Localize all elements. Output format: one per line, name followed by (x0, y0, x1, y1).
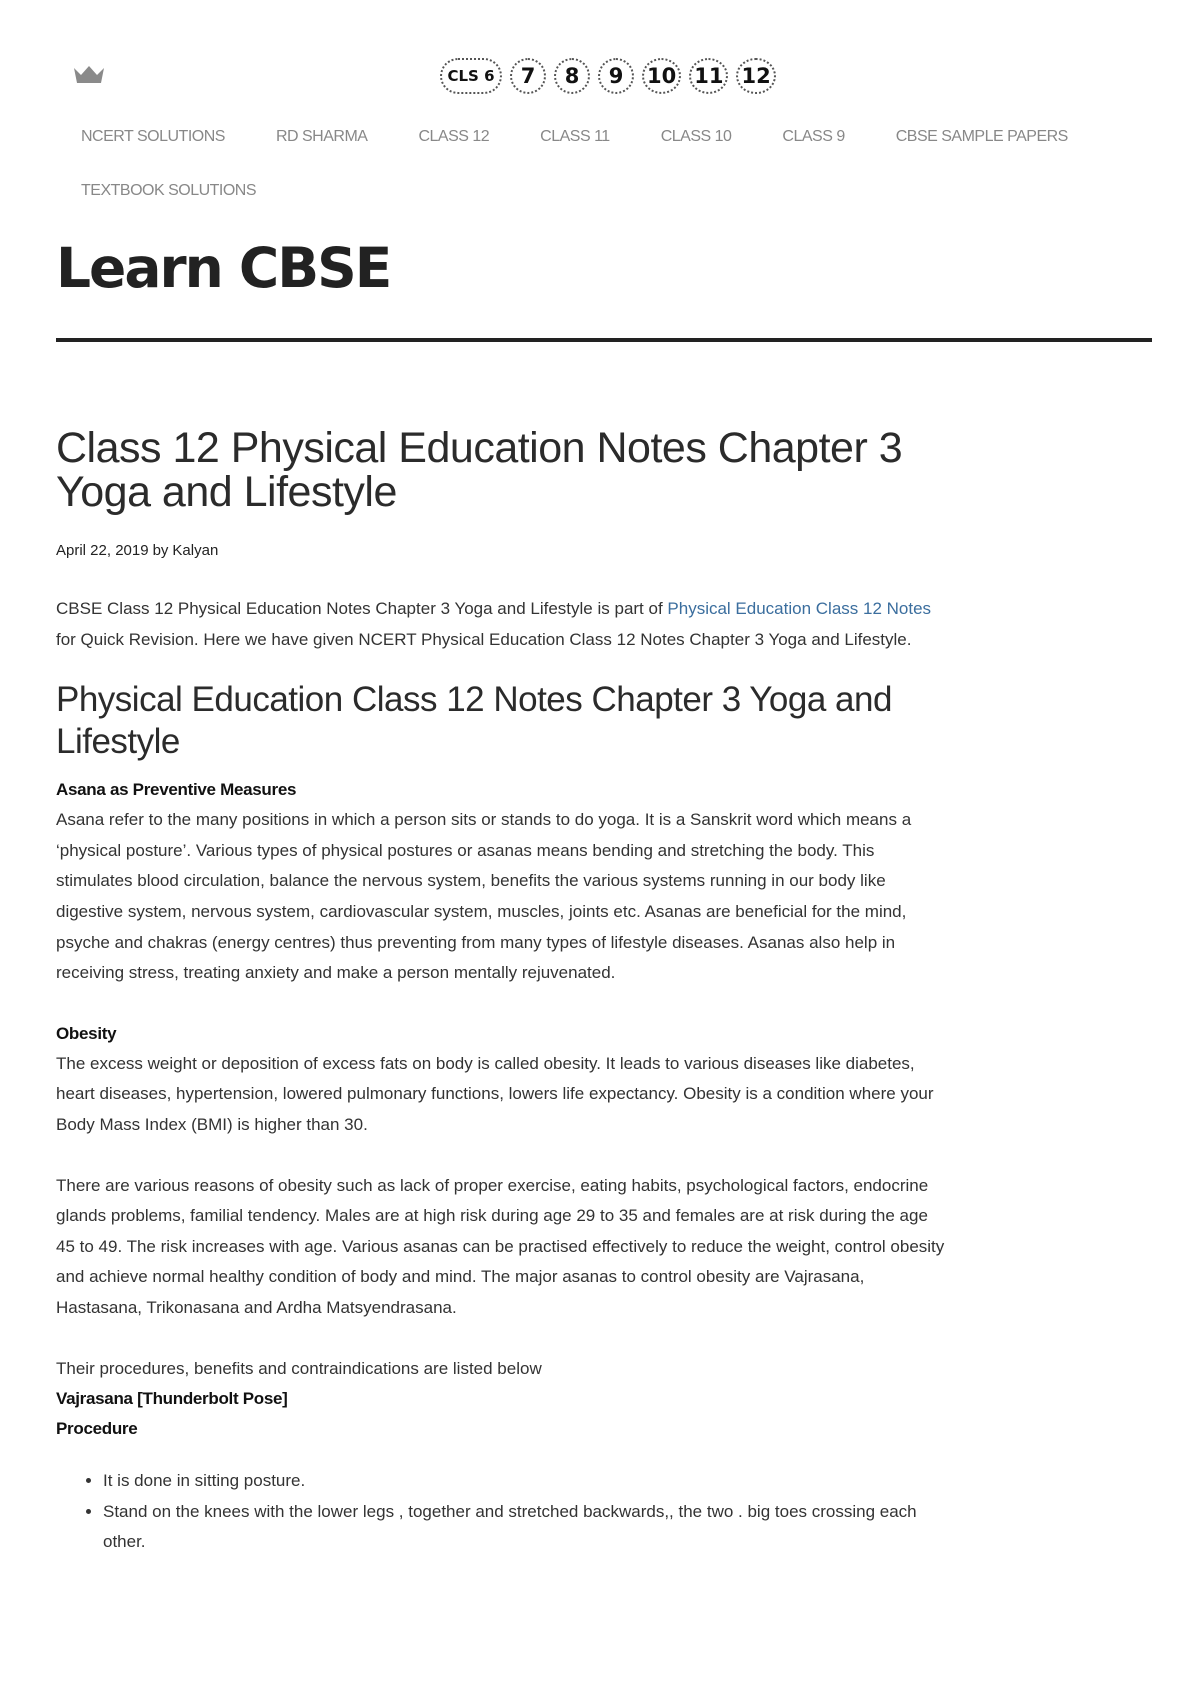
nav-item-textbook-solutions[interactable]: TEXTBOOK SOLUTIONS (81, 182, 257, 199)
post-author[interactable]: Kalyan (172, 542, 219, 559)
procedure-list (56, 1466, 946, 1558)
class-badge-10[interactable]: 10 (642, 58, 681, 94)
asana-paragraph: Asana refer to the many positions in which a person sits or stands to do yoga. It is a Sanskrit word which means a ‘physical posture’. Various types of physical postures or asanas means bending and stretching the body. This stimulates blood circulation, balance the nervous system, benefits the various systems running in our body like digestive system, nervous system, cardiovascular system, muscles, joints etc. Asanas are beneficial for the mind, psyche and chakras (energy centres) thus preventing from many types of lifestyle diseases. Asanas also help in receiving stress, treating anxiety and make a person mentally rejuvenated. (56, 810, 912, 983)
reasons-paragraph: There are various reasons of obesity such as lack of proper exercise, eating habits, psychological factors, endocrine glands problems, familial tendency. Males are at high risk during age 29 to 35 and females are at risk during the age 45 to 49. The risk increases with age. Various asanas can be practised effectively to reduce the weight, control obesity and achieve normal healthy condition of body and mind. The major asanas to control obesity are Vajrasana, Hastasana, Trikonasana and Ardha Matsyendrasana. (56, 1175, 945, 1317)
class-badge-9[interactable]: 9 (598, 58, 634, 94)
asana-heading: Asana as Preventive Measures (56, 780, 297, 800)
obesity-paragraph: The excess weight or deposition of excess fats on body is called obesity. It leads to various diseases like diabetes, heart diseases, hypertension, lowered pulmonary functions, lowers life expectancy. Obesity is a condition where your Body Mass Index (BMI) is higher than 30. (56, 1053, 934, 1134)
nav-item-class-11[interactable]: CLASS 11 (540, 128, 610, 145)
intro-paragraph (56, 594, 946, 655)
class-badge-7[interactable]: 7 (510, 58, 546, 94)
nav-item-cbse-sample-papers[interactable]: CBSE SAMPLE PAPERS (895, 128, 1068, 145)
procedure-heading: Procedure (56, 1419, 138, 1439)
physical-education-notes-link[interactable]: Physical Education Class 12 Notes (667, 599, 932, 618)
list-item: • It is done in sitting posture. (103, 1466, 946, 1497)
meta-by: by (152, 542, 169, 559)
header-divider (56, 338, 1152, 342)
vajrasana-heading: Vajrasana [Thunderbolt Pose] (56, 1389, 288, 1409)
class-badge-11[interactable]: 11 (689, 58, 728, 94)
procedures-intro: Their procedures, benefits and contraindications are listed below (56, 1358, 542, 1378)
class-badge-8[interactable]: 8 (554, 58, 590, 94)
crown-icon[interactable] (72, 64, 106, 86)
post-meta (56, 542, 946, 559)
post-title: Class 12 Physical Education Notes Chapter 3 Yoga and Lifestyle (56, 424, 903, 516)
intro-text-after: for Quick Revision. Here we have given NCERT Physical Education Class 12 Notes Chapter 3 Yoga and Lifestyle. (56, 629, 912, 649)
site-title[interactable]: Learn CBSE (56, 236, 391, 300)
main-nav (56, 104, 1156, 232)
nav-item-class-10[interactable]: CLASS 10 (660, 128, 732, 145)
nav-item-class-12[interactable]: CLASS 12 (418, 128, 490, 145)
post-date[interactable]: April 22, 2019 (56, 542, 149, 559)
obesity-heading: Obesity (56, 1023, 117, 1043)
intro-text-before: CBSE Class 12 Physical Education Notes Chapter 3 Yoga and Lifestyle is part of (56, 599, 668, 618)
nav-item-ncert-solutions[interactable]: NCERT SOLUTIONS (81, 128, 225, 145)
nav-item-class-9[interactable]: CLASS 9 (782, 128, 845, 145)
article (56, 426, 946, 1558)
class-badge-6[interactable]: CLS 6 (440, 58, 502, 94)
nav-item-rd-sharma[interactable]: RD SHARMA (275, 128, 368, 145)
class-badge-12[interactable]: 12 (736, 58, 775, 94)
list-item: • Stand on the knees with the lower legs , together and stretched backwards,, the two . big toes crossing each other. (103, 1497, 946, 1558)
class-badges (440, 58, 776, 94)
section-heading: Physical Education Class 12 Notes Chapter 3 Yoga and Lifestyle (56, 680, 892, 762)
